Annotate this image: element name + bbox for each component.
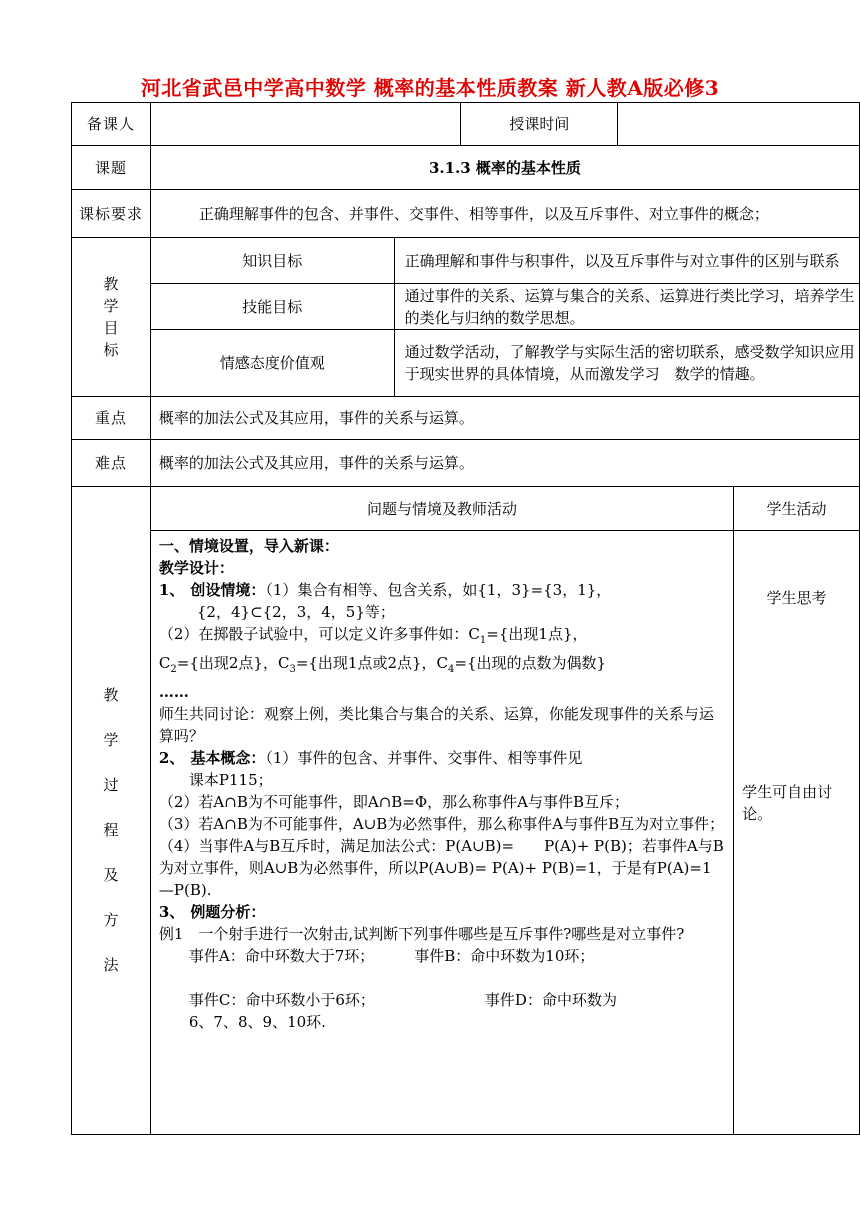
goal-label-emotion: 情感态度价值观: [150, 330, 394, 397]
teacher-activity-content: [150, 531, 733, 1135]
student-activity-content: [734, 531, 860, 1135]
content-line: （2）在掷骰子试验中，可以定义许多事件如：$C_1=${出现1点}，: [158, 625, 588, 646]
preparer-label: 备课人: [72, 103, 151, 146]
row-header: [72, 103, 860, 146]
goals-label-char: 教: [103, 275, 119, 293]
difficulty-label: 难点: [72, 440, 151, 487]
content-line: （4）当事件A与B互斥时，满足加法公式：P(A∪B)= P(A)+ P(B)；若事件A与B为对立事件，则A∪B为必然事件，所以P(A∪B)= P(A)+ P(B)=1，于是有P(A)=1—P(B).: [158, 837, 724, 899]
content-line: $C_2=${出现2点}，$C_3=${出现1点或2点}，$C_4=${出现的点数为偶数}: [158, 654, 607, 675]
time-label: 授课时间: [461, 103, 618, 146]
goal-label-knowledge: 知识目标: [150, 238, 394, 284]
key-point-text: 概率的加法公式及其应用，事件的关系与运算。: [150, 397, 859, 440]
preparer-value: [150, 103, 461, 146]
standards-label: 课标要求: [72, 190, 151, 238]
goals-label-char: 学: [103, 297, 119, 315]
content-line: 3、 例题分析：: [158, 903, 266, 921]
topic-label: 课题: [72, 146, 151, 190]
row-topic: [72, 146, 860, 190]
content-line: ……: [158, 683, 189, 701]
topic-value: 3.1.3 概率的基本性质: [150, 146, 859, 190]
content-line: （2）若A∩B为不可能事件，即A∩B=Φ，那么称事件A与事件B互斥；: [158, 793, 630, 811]
lesson-plan-table: [71, 102, 860, 1135]
row-process-content: [72, 531, 860, 1135]
process-label-char: 程: [103, 821, 119, 839]
difficulty-text: 概率的加法公式及其应用，事件的关系与运算。: [150, 440, 859, 487]
content-line: 课本P115；: [188, 771, 273, 789]
standards-text: 正确理解事件的包含、并事件、交事件、相等事件，以及互斥事件、对立事件的概念；: [198, 204, 769, 223]
content-line: 事件C：命中环数小于6环； 事件D：命中环数为: [188, 991, 617, 1009]
goal-text-knowledge: 正确理解和事件与积事件，以及互斥事件与对立事件的区别与联系: [394, 238, 859, 284]
goals-label: [72, 238, 151, 397]
row-process-header: [72, 487, 860, 531]
col-student-header: 学生活动: [734, 487, 860, 531]
content-line: （3）若A∩B为不可能事件，A∪B为必然事件，那么称事件A与事件B互为对立事件；: [158, 815, 725, 833]
content-line: 1、 创设情境：（1）集合有相等、包含关系，如{1，3}={3，1}，: [158, 581, 612, 599]
content-line: 例1 一个射手进行一次射击,试判断下列事件哪些是互斥事件?哪些是对立事件?: [158, 925, 685, 943]
key-point-label: 重点: [72, 397, 151, 440]
section-heading: 一、情境设置，导入新课：: [158, 537, 339, 555]
page-title: 河北省武邑中学高中数学 概率的基本性质教案 新人教A版必修3: [140, 76, 720, 100]
content-line: 师生共同讨论：观察上例，类比集合与集合的关系、运算，你能发现事件的关系与运算吗？: [158, 705, 714, 745]
section-subheading: 教学设计：: [158, 559, 234, 577]
goals-label-char: 标: [103, 341, 119, 359]
student-activity-1: 学生思考: [766, 589, 827, 607]
process-label-char: 过: [103, 776, 119, 794]
content-line: 2、 基本概念：（1）事件的包含、并事件、交事件、相等事件见: [158, 749, 583, 767]
row-difficulty: [72, 440, 860, 487]
time-value: [618, 103, 860, 146]
process-label-char: 学: [103, 731, 119, 749]
process-label: [72, 487, 151, 1135]
student-activity-2: 学生可自由讨论。: [742, 783, 833, 823]
content-line: {2，4}⊂{2，3，4，5}等；: [196, 603, 395, 621]
process-label-char: 教: [103, 686, 119, 704]
row-goal-skill: [72, 284, 860, 330]
process-label-char: 方: [103, 911, 119, 929]
goal-text-emotion: 通过数学活动，了解教学与实际生活的密切联系，感受数学知识应用于现实世界的具体情境，从而激发学习 数学的情趣。: [394, 330, 859, 397]
col-teacher-header: 问题与情境及教师活动: [150, 487, 733, 531]
goal-label-skill: 技能目标: [150, 284, 394, 330]
goals-label-char: 目: [103, 319, 119, 337]
row-standards: [72, 190, 860, 238]
row-goal-knowledge: [72, 238, 860, 284]
process-label-char: 及: [103, 866, 119, 884]
content-line: 6、7、8、9、10环.: [188, 1013, 326, 1031]
process-label-char: 法: [103, 956, 119, 974]
row-key-point: [72, 397, 860, 440]
row-goal-emotion: [72, 330, 860, 397]
goal-text-skill: 通过事件的关系、运算与集合的关系、运算进行类比学习，培养学生的类化与归纳的数学思想。: [394, 284, 859, 330]
content-line: 事件A：命中环数大于7环； 事件B：命中环数为10环；: [188, 947, 595, 965]
